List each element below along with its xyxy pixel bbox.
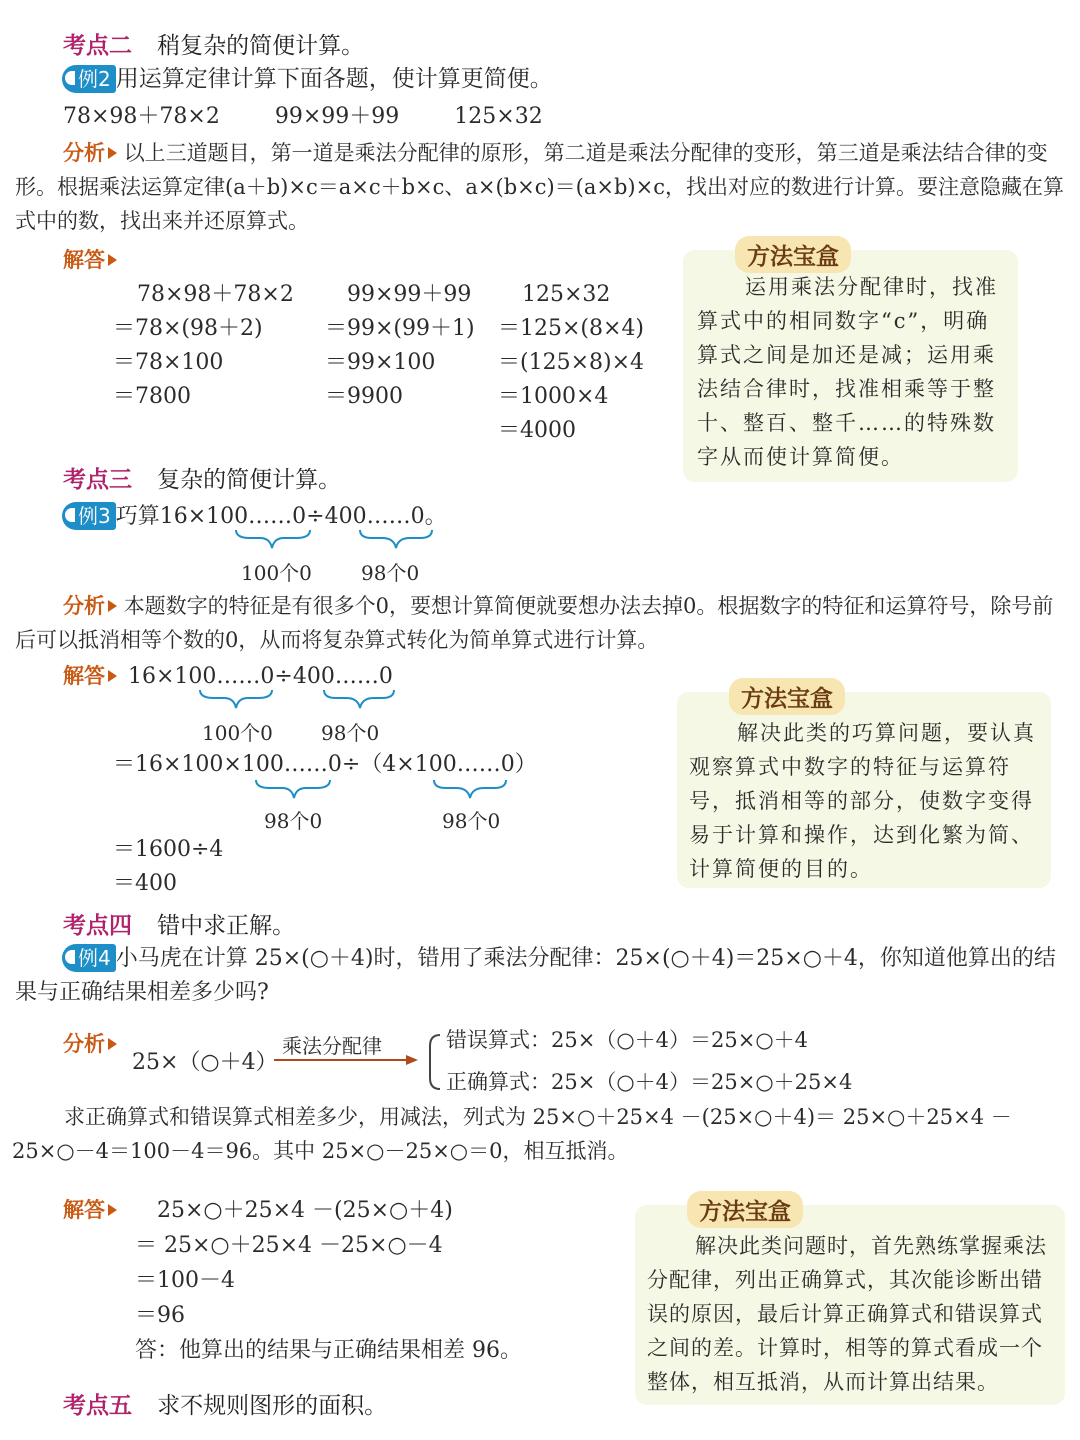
method-box-3	[635, 1199, 1065, 1405]
brace-label: 100个0	[241, 561, 312, 585]
section-heading-5	[63, 1387, 387, 1420]
answer-line: 答：他算出的结果与正确结果相差 96。	[135, 1338, 522, 1363]
solution-3-line-1	[63, 663, 393, 690]
analysis-tag: 分析	[63, 1028, 117, 1058]
analysis-3	[15, 589, 1065, 657]
solution-tag: 解答	[63, 664, 117, 688]
solution-tag: 解答	[63, 1194, 117, 1224]
calc-line: ＝100－4	[135, 1268, 235, 1293]
question-text: 小马虎在计算 25×(○＋4)时，错用了乘法分配律：25×(○＋4)＝25×○＋4，你知道他算出的结果与正确结果相差多少吗?	[15, 946, 1056, 1005]
method-box-text: 运用乘法分配律时，找准算式中的相同数字“c”，明确算式之间是加还是减；运用乘法结合律时，找准相乘等于整十、整百、整千……的特殊数字从而使计算简便。	[697, 275, 998, 469]
brace-markers	[196, 688, 406, 714]
calc-line: ＝4000	[498, 418, 576, 443]
expression: 78×98＋78×2	[63, 104, 220, 129]
method-box-title: 方法宝盒	[735, 236, 851, 273]
calc-line: 16×100……0÷400……0	[128, 664, 393, 689]
calc-line: ＝ 25×○＋25×4 －25×○－4	[135, 1233, 443, 1258]
section-heading-4	[63, 907, 295, 940]
calc-line: 125×32	[522, 282, 611, 307]
calc-line: ＝400	[113, 871, 177, 896]
calc-line: ＝(125×8)×4	[498, 350, 645, 375]
expression: 99×99＋99	[274, 104, 400, 129]
calc-line: ＝9900	[325, 384, 403, 409]
example-badge: 例2	[62, 65, 116, 93]
section-label: 考点二	[63, 33, 132, 59]
solution-2-col-2	[325, 278, 475, 414]
section-label: 考点五	[63, 1393, 132, 1419]
section-title: 错中求正解。	[157, 913, 296, 939]
method-box-title: 方法宝盒	[687, 1191, 803, 1228]
calc-line: ＝7800	[113, 384, 191, 409]
calc-line: 78×98＋78×2	[137, 282, 294, 307]
wrong-formula: 错误算式：25×（○＋4）＝25×○＋4	[446, 1028, 809, 1052]
calc-line: ＝99×(99＋1)	[325, 316, 475, 341]
solution-4-lines	[135, 1193, 522, 1368]
analysis-text: 以上三道题目，第一道是乘法分配律的原形，第二道是乘法分配律的变形，第三道是乘法结合律的变形。根据乘法运算定律(a＋b)×c＝a×c＋b×c、a×(b×c)＝(a×b)×c，找出对应的数进行计算。要注意隐藏在算式中的数，找出来并还原算式。	[15, 141, 1064, 233]
calc-line: ＝1600÷4	[113, 837, 224, 862]
calc-line: 25×○＋25×4 －(25×○＋4)	[157, 1198, 453, 1223]
example-2-question	[62, 65, 553, 93]
arrow-label: 乘法分配律	[282, 1034, 382, 1058]
example-badge: 例3	[62, 502, 116, 530]
analysis-2	[15, 136, 1065, 238]
analysis-text: 本题数字的特征是有很多个0，要想计算简便就要想办法去掉0。根据数字的特征和运算符号，除号前后可以抵消相等个数的0，从而将复杂算式转化为简单算式进行计算。	[15, 594, 1054, 652]
brace-label: 100个0	[202, 721, 273, 745]
brace-markers	[232, 528, 442, 554]
question-text: 巧算16×100……0÷400……0。	[115, 504, 447, 529]
analysis-4-text: 求正确算式和错误算式相差多少，用减法，列式为 25×○＋25×4 －(25×○＋4)＝ 25×○＋25×4 －25×○－4＝100－4＝96。其中 25×○－25×○＝0，相互抵消。	[12, 1105, 1012, 1163]
calc-line: 99×99＋99	[347, 282, 472, 307]
brace-label: 98个0	[361, 561, 420, 585]
analysis-tag: 分析	[63, 594, 117, 618]
calc-line: ＝96	[135, 1303, 185, 1328]
analysis-tag: 分析	[63, 141, 117, 165]
question-text: 用运算定律计算下面各题，使计算更简便。	[115, 66, 553, 92]
brace-label: 98个0	[321, 721, 380, 745]
section-heading-2	[63, 27, 364, 60]
solution-2-col-3	[498, 278, 644, 448]
analysis-expr: 25×（○＋4）	[132, 1050, 278, 1075]
bracket-icon	[426, 1032, 442, 1092]
brace-label: 98个0	[442, 809, 501, 833]
example-3-question	[62, 502, 447, 530]
section-title: 复杂的简便计算。	[157, 467, 342, 493]
right-formula: 正确算式：25×（○＋4）＝25×○＋25×4	[446, 1070, 853, 1094]
calc-line: ＝125×(8×4)	[498, 316, 645, 341]
method-box-2	[677, 686, 1051, 888]
section-title: 稍复杂的简便计算。	[157, 33, 365, 59]
section-label: 考点四	[63, 913, 132, 939]
method-box-1	[683, 244, 1018, 482]
arrow-icon	[272, 1052, 422, 1068]
example-4-question	[15, 942, 1065, 1010]
solution-2-col-1	[113, 278, 294, 414]
calc-line: ＝1000×4	[498, 384, 609, 409]
section-label: 考点三	[63, 467, 132, 493]
calc-line: ＝78×100	[113, 350, 224, 375]
calc-line: ＝78×(98＋2)	[113, 316, 263, 341]
expression: 125×32	[454, 104, 543, 129]
method-box-text: 解决此类的巧算问题，要认真观察算式中数字的特征与运算符号，抵消相等的部分，使数字变得易于计算和操作，达到化繁为简、计算简便的目的。	[689, 721, 1036, 881]
solution-tag: 解答	[63, 244, 117, 274]
section-heading-3	[63, 461, 341, 494]
calc-line: ＝99×100	[325, 350, 436, 375]
example-badge: 例4	[62, 944, 116, 972]
section-title: 求不规则图形的面积。	[157, 1393, 388, 1419]
brace-label: 98个0	[264, 809, 323, 833]
method-box-title: 方法宝盒	[729, 678, 845, 715]
example-2-expressions	[63, 104, 543, 130]
calc-line: ＝16×100×100……0÷（4×100……0）	[113, 752, 537, 777]
method-box-text: 解决此类问题时，首先熟练掌握乘法分配律，列出正确算式，其次能诊断出错误的原因，最后计算正确算式和错误算式之间的差。计算时，相等的算式看成一个整体，相互抵消，从而计算出结果。	[647, 1234, 1047, 1394]
brace-markers	[252, 778, 512, 804]
